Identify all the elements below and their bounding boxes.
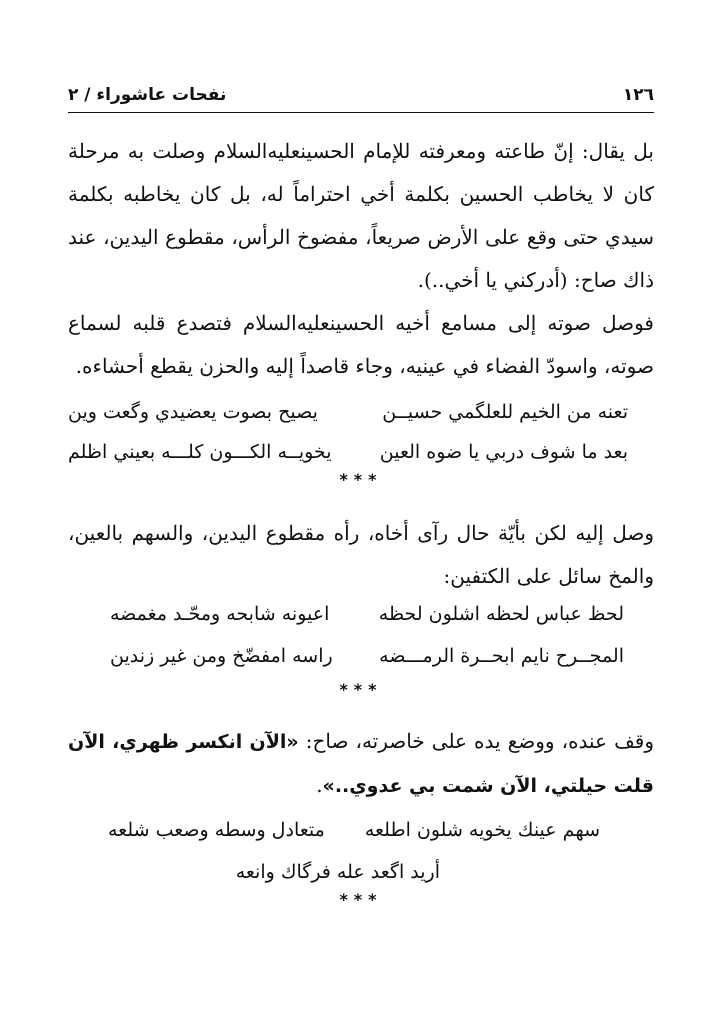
verse-hemistich-left: متعادل وسطه وصعب شلعه bbox=[108, 819, 325, 841]
paragraph-4-start: وقف عنده، ووضع يده على خاصرته، صاح: bbox=[298, 729, 654, 753]
verse-hemistich-right: أريد اگعد عله فرگاك وانعه bbox=[235, 861, 440, 883]
verse-hemistich-left: راسه امفضّخ ومن غير زندين bbox=[110, 645, 333, 667]
page-header bbox=[68, 78, 654, 113]
verse-line bbox=[68, 436, 628, 468]
section-separator: *** bbox=[339, 680, 383, 699]
verse-line bbox=[108, 856, 440, 888]
verse-hemistich-right: لحظ عباس لحظه اشلون لحظه bbox=[378, 603, 624, 625]
page-number: ١٢٦ bbox=[622, 85, 654, 105]
section-separator: *** bbox=[339, 470, 383, 489]
verse-line bbox=[68, 396, 628, 428]
paragraph-1: بل يقال: إنّ طاعته ومعرفته للإمام الحسينعليه‌السلام وصلت به مرحلة كان لا يخاطب الحسين بكلمة أخي احتراماً له، بل كان يخاطبه بكلمة سيدي حتى وقع على الأرض صريعاً، مفضوخ الرأس، مقطوع اليدين، عند ذاك صاح: (أدركني يا أخي..). bbox=[68, 139, 654, 292]
paragraph-4 bbox=[68, 720, 654, 808]
verse-line bbox=[110, 598, 624, 630]
paragraph-4-quote: «الآن انكسر ظهري، الآن قلت حيلتي، الآن شمت بي عدوي..» bbox=[68, 731, 654, 797]
verse-hemistich-left: يخويــه الكـــون كلـــه بعيني اظلم bbox=[68, 441, 332, 463]
paragraph-3: وصل إليه لكن بأيّة حال رآى أخاه، رأه مقطوع اليدين، والسهم بالعين، والمخ سائل على الكتفين: bbox=[68, 521, 654, 588]
verse-hemistich-right: المجــرح نايم ابحــرة الرمـــضه bbox=[379, 645, 624, 667]
verse-hemistich-right: بعد ما شوف دربي يا ضوه العين bbox=[379, 441, 628, 463]
paragraph-4-end: . bbox=[316, 773, 323, 797]
verse-hemistich-right: سهم عينك يخويه شلون اطلعه bbox=[364, 819, 600, 841]
verse-line bbox=[108, 814, 600, 846]
verse-hemistich-left: اعيونه شابحه ومحّـد مغمضه bbox=[110, 603, 330, 625]
section-separator: *** bbox=[339, 890, 383, 909]
verse-hemistich-left: يصيح بصوت يعضيدي وگعت وين bbox=[68, 401, 318, 423]
paragraph-2: فوصل صوته إلى مسامع أخيه الحسينعليه‌السلام فتصدع قلبه لسماع صوته، واسودّ الفضاء في عينيه، وجاء قاصداً إليه والحزن يقطع أحشاءه. bbox=[68, 311, 654, 378]
verse-line bbox=[110, 640, 624, 672]
verse-hemistich-right: تعنه من الخيم للعلگمي حسيــن bbox=[382, 401, 628, 423]
book-title: نفحات عاشوراء / ٢ bbox=[68, 85, 227, 105]
